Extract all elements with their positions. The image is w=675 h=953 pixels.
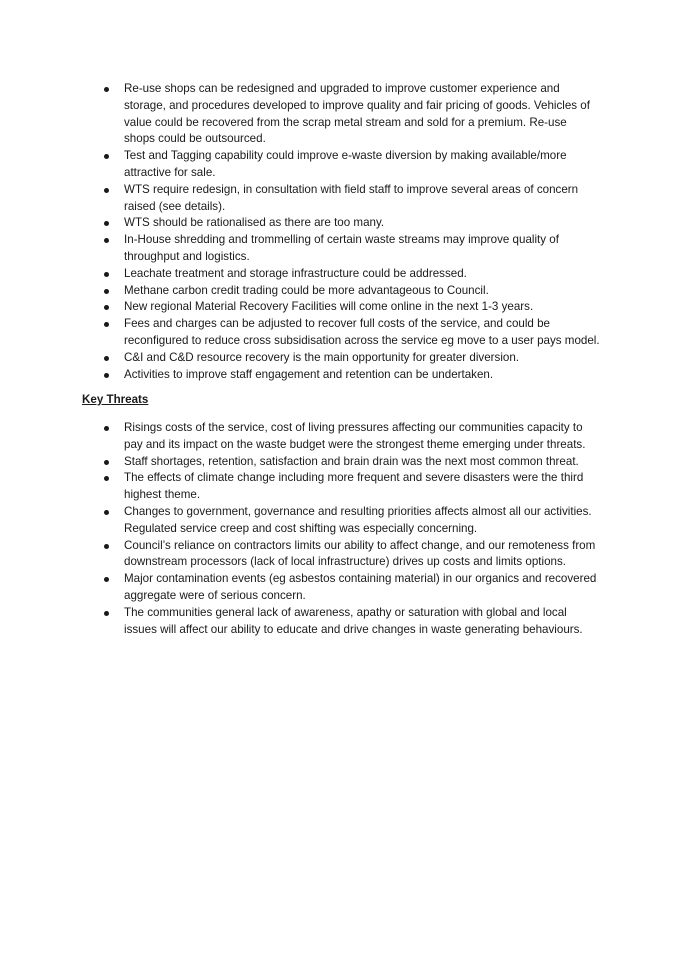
list-item — [100, 571, 600, 605]
bullet-icon — [104, 238, 109, 243]
bullet-icon — [104, 544, 109, 549]
key-threats-heading: Key Threats — [82, 393, 149, 406]
list-item-text: Fees and charges can be adjusted to recover full costs of the service, and could be reconfigured to reduce cross subsidisation across the service eg move to a user pays model. — [124, 317, 600, 347]
bullet-icon — [104, 305, 109, 310]
bullet-icon — [104, 322, 109, 327]
list-item — [100, 367, 600, 384]
list-item — [100, 470, 600, 504]
bullet-icon — [104, 87, 109, 92]
list-item — [100, 350, 600, 367]
bullet-icon — [104, 577, 109, 582]
list-item — [100, 266, 600, 283]
list-item-text: WTS require redesign, in consultation with field staff to improve several areas of concern raised (see details). — [124, 182, 579, 213]
bullet-icon — [104, 221, 109, 226]
bullet-icon — [104, 373, 109, 378]
list-item — [100, 81, 600, 148]
list-item — [100, 504, 600, 538]
bullet-icon — [104, 460, 109, 465]
list-item — [100, 232, 600, 266]
list-item — [100, 215, 600, 232]
list-item — [100, 420, 600, 454]
list-item-text: The communities general lack of awareness, apathy or saturation with global and local issues will affect our ability to educate and drive changes in waste generating behaviours. — [124, 605, 583, 636]
bullet-icon — [104, 611, 109, 616]
list-item-text: Changes to government, governance and resulting priorities affects almost all our activities. Regulated service creep and cost shifting was especially concerning. — [124, 504, 592, 535]
list-item-text: Re-use shops can be redesigned and upgraded to improve customer experience and storage, and procedures developed to improve quality and fair pricing of goods. Vehicles of value could be recovered from the scrap metal stream and sold for a premium. Re-use shops could be outsourced. — [124, 82, 590, 146]
list-item — [100, 299, 600, 316]
list-item — [100, 605, 600, 639]
list-item-text: Council’s reliance on contractors limits our ability to affect change, and our remoteness from downstream processors (lack of local infrastructure) drives up costs and limits options. — [124, 538, 596, 569]
list-item — [100, 454, 600, 471]
threats-list — [100, 420, 600, 638]
list-item-text: C&I and C&D resource recovery is the main opportunity for greater diversion. — [124, 350, 520, 364]
list-item — [100, 538, 600, 572]
list-item-text: The effects of climate change including more frequent and severe disasters were the third highest theme. — [124, 471, 584, 502]
list-item-text: Staff shortages, retention, satisfaction and brain drain was the next most common threat. — [124, 454, 579, 468]
list-item-text: Major contamination events (eg asbestos containing material) in our organics and recovered aggregate were of serious concern. — [124, 572, 597, 602]
list-item — [100, 316, 600, 350]
list-item — [100, 148, 600, 182]
bullet-icon — [104, 188, 109, 193]
list-item-text: New regional Material Recovery Facilities will come online in the next 1-3 years. — [124, 300, 534, 314]
opportunities-list — [100, 81, 600, 383]
list-item-text: Risings costs of the service, cost of living pressures affecting our communities capacity to pay and its impact on the waste budget were the strongest theme emerging under threats. — [124, 421, 586, 451]
list-item-text: WTS should be rationalised as there are too many. — [124, 216, 385, 230]
list-item-text: Leachate treatment and storage infrastructure could be addressed. — [124, 266, 467, 280]
bullet-icon — [104, 476, 109, 481]
bullet-icon — [104, 356, 109, 361]
bullet-icon — [104, 510, 109, 515]
list-item-text: Methane carbon credit trading could be more advantageous to Council. — [124, 283, 489, 297]
bullet-icon — [104, 154, 109, 159]
list-item-text: Activities to improve staff engagement and retention can be undertaken. — [124, 367, 494, 381]
bullet-icon — [104, 272, 109, 277]
list-item-text: Test and Tagging capability could improve e-waste diversion by making available/more attractive for sale. — [124, 149, 567, 179]
bullet-icon — [104, 426, 109, 431]
list-item — [100, 283, 600, 300]
bullet-icon — [104, 289, 109, 294]
list-item-text: In-House shredding and trommelling of certain waste streams may improve quality of throughput and logistics. — [124, 233, 559, 263]
list-item — [100, 182, 600, 216]
